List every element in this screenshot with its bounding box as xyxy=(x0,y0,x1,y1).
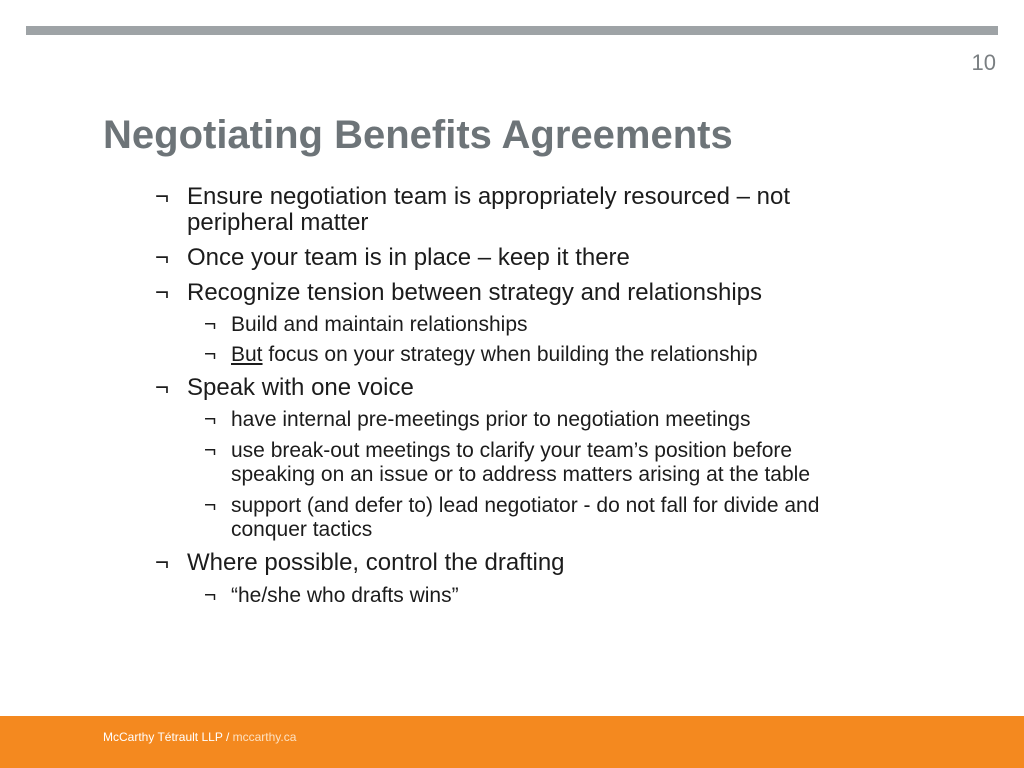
footer-company: McCarthy Tétrault LLP / xyxy=(103,730,233,744)
bullet-item-level2 xyxy=(204,408,751,432)
bullet-text: use break-out meetings to clarify your team’s position before xyxy=(231,439,793,462)
bullet-marker: ¬ xyxy=(204,494,217,517)
bullet-text: conquer tactics xyxy=(231,518,373,541)
bullet-item-level1 xyxy=(155,183,791,236)
bullet-text: Speak with one voice xyxy=(187,374,414,401)
bullet-item-level2 xyxy=(204,439,810,487)
bullet-marker: ¬ xyxy=(155,549,170,576)
bullet-text: “he/she who drafts wins” xyxy=(231,584,459,607)
bullet-item-level1 xyxy=(155,244,630,271)
bullet-marker: ¬ xyxy=(204,408,217,431)
bullet-item-level1 xyxy=(155,374,414,401)
bullet-text: support (and defer to) lead negotiator - do not fall for divide and xyxy=(231,494,820,517)
bullet-item-level1 xyxy=(155,549,565,576)
bullet-text: speaking on an issue or to address matters arising at the table xyxy=(231,463,810,486)
bullet-marker: ¬ xyxy=(155,279,170,306)
bullet-text xyxy=(231,343,758,367)
bullet-item-level1 xyxy=(155,279,763,306)
bullet-item-level2 xyxy=(204,584,459,608)
bullet-marker: ¬ xyxy=(155,183,170,210)
bullet-text: have internal pre-meetings prior to negotiation meetings xyxy=(231,408,751,431)
page-number: 10 xyxy=(971,50,996,75)
bullet-item-level2 xyxy=(204,343,758,367)
bullet-marker: ¬ xyxy=(155,374,170,401)
footer-bar xyxy=(0,716,1024,768)
slide-title: Negotiating Benefits Agreements xyxy=(103,113,733,157)
bullet-text: Ensure negotiation team is appropriately resourced – not xyxy=(187,183,791,210)
bullet-text-rest: focus on your strategy when building the relationship xyxy=(262,343,758,366)
footer-text xyxy=(103,730,296,744)
bullet-item-level2 xyxy=(204,494,820,542)
bullet-text: Build and maintain relationships xyxy=(231,313,528,336)
bullet-marker: ¬ xyxy=(204,439,217,462)
bullet-text: Where possible, control the drafting xyxy=(187,549,565,576)
bullet-marker: ¬ xyxy=(204,313,217,336)
bullet-item-level2 xyxy=(204,313,528,337)
bullet-text: Recognize tension between strategy and relationships xyxy=(187,279,763,306)
footer-website-link[interactable]: mccarthy.ca xyxy=(232,730,297,744)
emphasis-but: But xyxy=(231,343,263,366)
bullet-text: Once your team is in place – keep it there xyxy=(187,244,630,271)
bullet-marker: ¬ xyxy=(155,244,170,271)
bullet-text: peripheral matter xyxy=(187,209,369,236)
bullet-marker: ¬ xyxy=(204,343,217,366)
bullet-marker: ¬ xyxy=(204,584,217,607)
